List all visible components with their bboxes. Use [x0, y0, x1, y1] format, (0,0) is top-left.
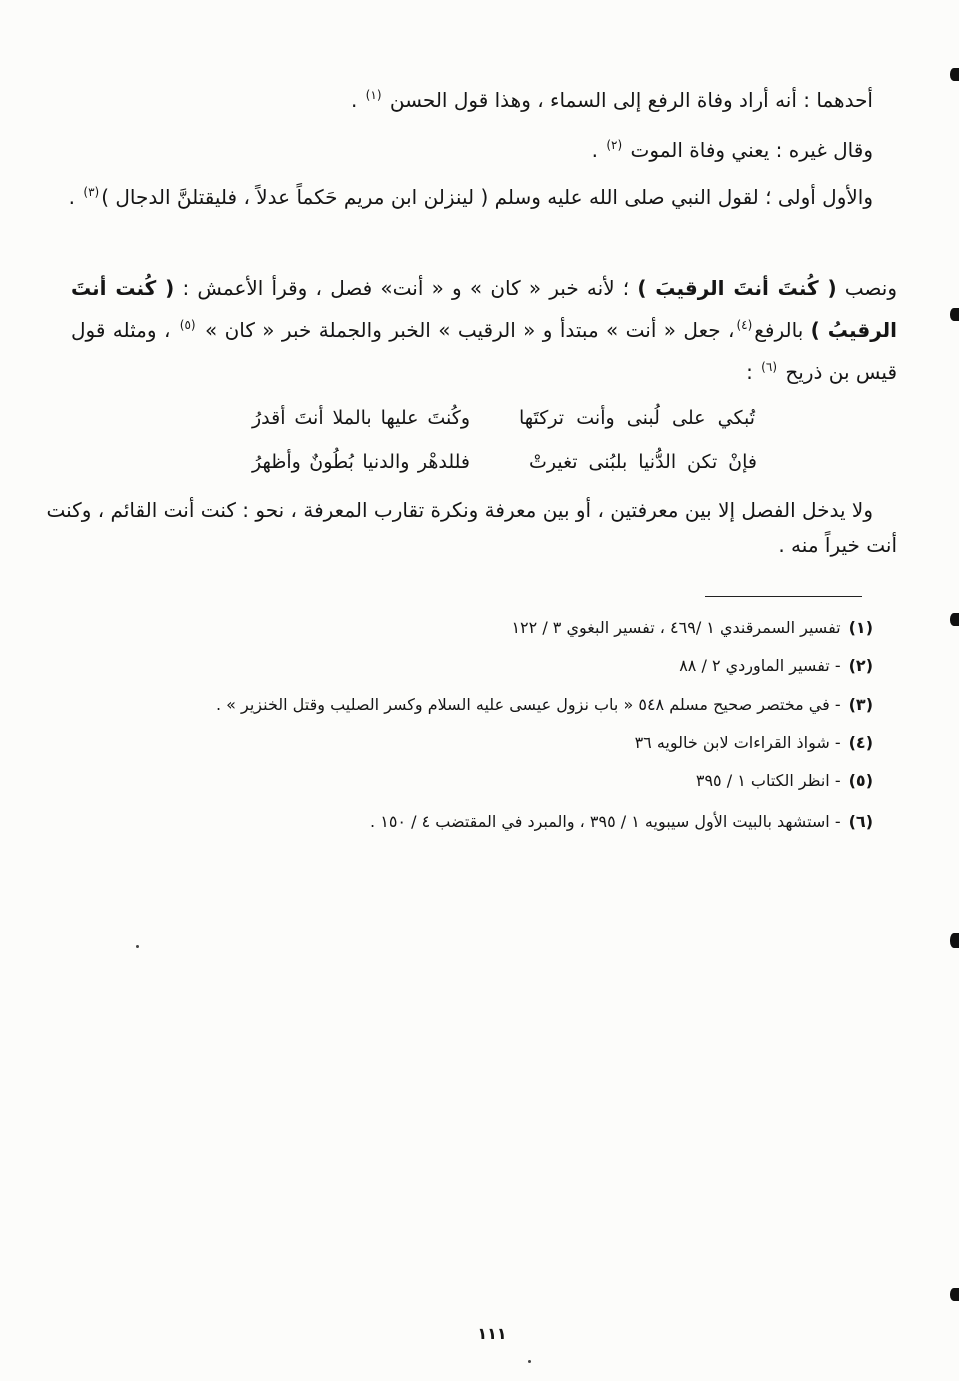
- binding-mark: [950, 613, 959, 626]
- text-segment: .: [350, 88, 364, 112]
- text-segment: وقال غيره : يعني وفاة الموت: [624, 138, 873, 162]
- quoted-verse: الرقيبُ ): [810, 318, 898, 342]
- footnote-item: [216, 691, 873, 719]
- binding-mark: [950, 68, 959, 81]
- footnote-number: (١): [848, 618, 873, 637]
- footnote-item: [635, 729, 873, 757]
- scan-speck: [136, 945, 139, 948]
- footnote-text: - في مختصر صحيح مسلم ٥٤٨ « باب نزول عيسى عليه السلام وكسر الصليب وقتل الخنزير » .: [215, 695, 841, 714]
- verse-second-hemistich: فللدهْر والدنيا بُطُونٌ وأظهرُ: [252, 451, 470, 473]
- text-segment: ونصب: [836, 276, 897, 300]
- verse-first-hemistich: فإنْ تكن الدُّنيا بلبُنى تغيرتْ: [529, 451, 757, 473]
- footnote-text: تفسير السمرقندي ١ /٤٦٩ ، تفسير البغوي ٣ / ١٢٢: [511, 618, 841, 637]
- footnote-text: - تفسير الماوردي ٢ / ٨٨: [679, 656, 841, 675]
- footnote-ref: (٥): [179, 318, 196, 333]
- text-line: [69, 182, 873, 212]
- text-line: [351, 85, 873, 115]
- footnote-text: - استشهد بالبيت الأول سيبويه ١ / ٣٩٥ ، والمبرد في المقتضب ٤ / ١٥٠ .: [370, 812, 841, 831]
- binding-mark: [950, 308, 959, 321]
- text-line: [592, 135, 873, 165]
- footnote-ref: (٣): [83, 185, 100, 200]
- footnote-number: (٤): [848, 733, 873, 752]
- footnote-number: (٦): [848, 812, 873, 831]
- footnote-ref: (٢): [606, 138, 623, 153]
- footnote-number: (٢): [848, 656, 873, 675]
- footnote-text: - شواذ القراءات لابن خالويه ٣٦: [634, 733, 841, 752]
- footnote-ref: (٤): [736, 318, 753, 333]
- text-line: ولا يدخل الفصل إلا بين معرفتين ، أو بين معرفة ونكرة تقارب المعرفة ، نحو : كنت أنت القائم ، وكنت: [46, 498, 873, 522]
- footnote-number: (٥): [848, 771, 873, 790]
- footnote-ref: (١): [365, 88, 382, 103]
- text-segment: والأول أولى ؛ لقول النبي صلى الله عليه وسلم ( لينزلن ابن مريم حَكماً عدلاً ، فليقتلنَّ الدجال ): [101, 185, 873, 209]
- verse-second-hemistich: وكُنتَ عليها بالملا أنتَ أقدرُ: [252, 407, 470, 429]
- footnote-item: [511, 614, 873, 642]
- text-segment: :: [746, 360, 760, 384]
- page-number: ١١١: [477, 1324, 507, 1343]
- text-line: [71, 273, 897, 303]
- text-segment: .: [591, 138, 605, 162]
- scan-speck: [528, 1360, 531, 1363]
- text-segment: ، جعل « أنت » مبتدأ و « الرقيب » الخبر والجملة خبر « كان »: [197, 318, 735, 342]
- footnote-item: [696, 767, 873, 795]
- footnote-text: - انظر الكتاب ١ / ٣٩٥: [695, 771, 841, 790]
- footnote-ref: (٦): [761, 360, 777, 375]
- text-line: [746, 357, 897, 387]
- footnote-item: [679, 652, 873, 680]
- binding-mark: [950, 1288, 959, 1301]
- text-segment: .: [68, 185, 82, 209]
- text-segment: قيس بن ذريح: [779, 360, 897, 384]
- text-line: [71, 315, 897, 345]
- footnote-item: [370, 808, 873, 836]
- text-segment: ؛ لأنه خبر « كان » و « أنت» فصل ، وقرأ الأعمش :: [174, 276, 638, 300]
- quoted-verse: ( كُنتَ أنتَ الرقيبَ ): [637, 276, 837, 300]
- text-segment: أحدهما : أنه أراد وفاة الرفع إلى السماء ، وهذا قول الحسن: [383, 88, 873, 112]
- verse-first-hemistich: تُبكي على لُبنى وأنت تركتَها: [519, 407, 755, 429]
- binding-mark: [950, 933, 959, 948]
- footnote-number: (٣): [848, 695, 873, 714]
- text-segment: بالرفع: [754, 318, 811, 342]
- footnote-separator: [705, 596, 862, 597]
- quoted-verse: ( كُنت أنتَ: [71, 276, 175, 300]
- text-line: أنت خيراً منه .: [778, 533, 897, 557]
- text-segment: ، ومثله قول: [71, 318, 178, 342]
